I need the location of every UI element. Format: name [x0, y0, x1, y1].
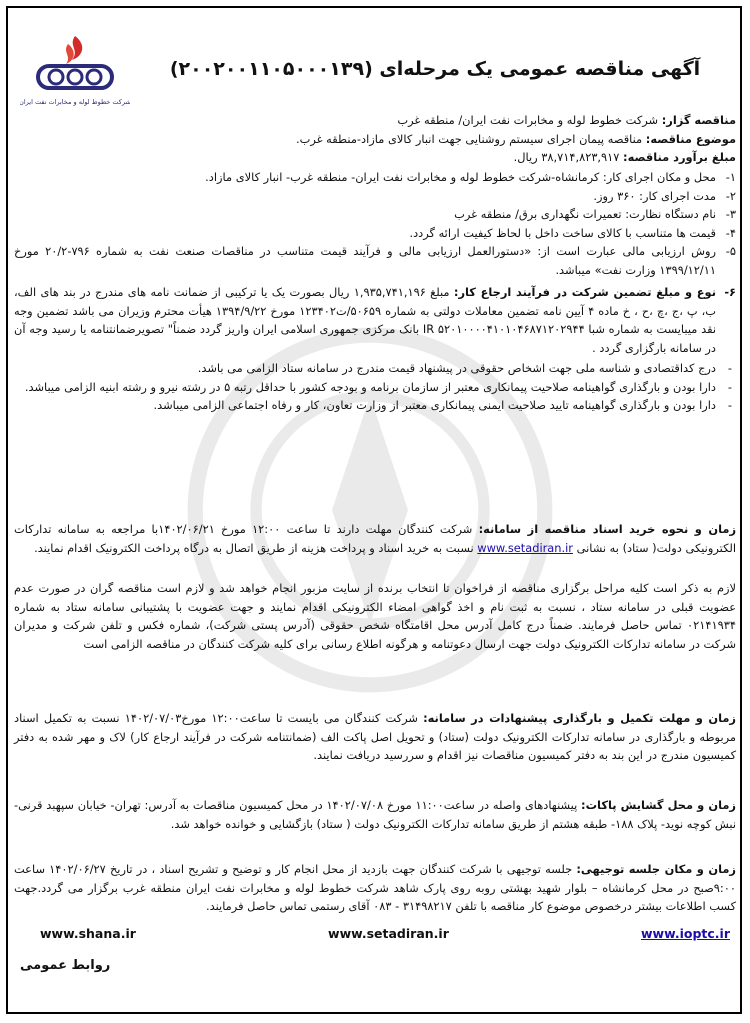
requirement-item: - دارا بودن و بارگذاری گواهینامه تایید صلاحیت ایمنی پیمانکاری معتبر از وزارت تعاون، کار و رفاه اجتماعی الزامی میباشد.	[14, 396, 736, 415]
opening-section: زمان و محل گشایش پاکات: پیشنهادهای واصله در ساعت۱۱:۰۰ مورخ ۱۴۰۲/۰۷/۰۸ در محل کمیسیون مناقصات به آدرس: تهران- خیابان سپهبد قرنی- نبش کوچه نوید- پلاک ۱۸۸- طبقه هشتم از طریق سامانه تدارکات الکترونیک دولت ( ستاد) بازگشایی و خوانده خواهد شد.	[14, 798, 736, 831]
briefing-section: زمان و مکان جلسه توجیهی: جلسه توجیهی با شرکت کنندگان جهت بازدید از محل انجام کار و توضیح و تشریح اسناد ، در تاریخ ۱۴۰۲/۰۶/۲۷ ساعت ۹:۰۰صبح در محل کرمانشاه – بلوار شهید بهشتی روبه روی پارک شاهد شرکت خطوط لوله و مخابرات نفت ایران منطقه غرب برگزار می گردد.جهت کسب اطلاعات بیشتر درخصوص موضوع کار مناقصه با تلفن ۳۱۴۹۸۲۱۷ - ۰۸۳ آقای رستمی تماس حاصل فرمایند.	[14, 862, 736, 913]
shana-link[interactable]: www.shana.ir	[40, 926, 136, 941]
list-item: ۲- مدت اجرای کار: ۳۶۰ روز.	[593, 188, 736, 203]
setadiran-link[interactable]: www.setadiran.ir	[477, 540, 573, 555]
logo-caption: شرکت خطوط لوله و مخابرات نفت ایران	[20, 98, 130, 106]
header-info	[14, 111, 736, 167]
tender-subject: موضوع مناقصه: مناقصه پیمان اجرای سیستم روشنایی جهت انبار کالای مازاد-منطقه غرب.	[295, 131, 736, 146]
tender-document	[14, 10, 736, 1013]
website-links	[40, 926, 730, 941]
notice-section: لازم به ذکر است کلیه مراحل برگزاری مناقصه از فراخوان تا انتخاب برنده از سایت مزبور انجام خواهد شد و لازم است مناقصه گران در صورت عدم عضویت قبلی در سامانه ستاد ، نسبت به ثبت نام و اخذ گواهی امضاء الکترونیکی اقدام نمایند و جهت عضویت با پشتیبانی سامانه ستاد به شماره ۰۲۱۴۱۹۳۴ تماس حاصل فرمایند. ضمناً درج کامل آدرس محل اقامتگاه شخص حقوقی (آدرس پستی شرکت)، شماره فکس و تلفن شرکت و مدیران شرکت در سامانه تدارکات الکترونیک دولت جهت ارسال دعوتنامه و هرگونه اطلاع رسانی برای کلیه شرکت کنندگان در مناقصه الزامی است	[14, 581, 736, 651]
page-title: آگهی مناقصه عمومی یک مرحله‌ای (۲۰۰۲۰۰۱۱۰۵۰۰۰۱۳۹)	[169, 58, 701, 80]
list-item: ۵- روش ارزیابی مالی عبارت است از: «دستورالعمل ارزیابی مالی و فرآیند قیمت متناسب در مناقصات صنعت نفت به شماره ۷۹۶-۲۰/۲ مورخ ۱۳۹۹/۱۲/۱۱ وزارت نفت» میباشد.	[14, 244, 736, 277]
public-relations-signature: روابط عمومی	[20, 958, 111, 973]
setadiran-footer-link[interactable]: www.setadiran.ir	[328, 926, 449, 941]
requirement-item: - درج کداقتصادی و شناسه ملی جهت اشخاص حقوقی در پیشنهاد قیمت مندرج در سامانه ستاد الزامی می باشد.	[14, 359, 736, 378]
conditions-list	[14, 168, 736, 415]
nioc-flame-logo-icon	[20, 32, 130, 118]
list-item: ۱- محل و مکان اجرای کار: کرمانشاه-شرکت خطوط لوله و مخابرات نفت ایران- منطقه غرب- انبار کالای مازاد.	[205, 170, 736, 184]
purchase-section: زمان و نحوه خرید اسناد مناقصه از سامانه: شرکت کنندگان مهلت دارند تا ساعت ۱۲:۰۰ مورخ ۱۴۰۲/۰۶/۲۱با مراجعه به سامانه تدارکات الکترونیکی دولت( ستاد) به نشانی www.setadiran.ir نسبت به خرید اسناد و پرداخت هزینه از طریق اتصال به درگاه پرداخت الکترونیک اقدام نمایند.	[14, 522, 736, 555]
tender-estimate: مبلغ برآورد مناقصه: ۳۸,۷۱۴,۸۲۳,۹۱۷ ریال.	[513, 150, 736, 164]
ioptc-link[interactable]: www.ioptc.ir	[640, 926, 730, 941]
submission-section: زمان و مهلت تکمیل و بارگذاری پیشنهادات در سامانه: شرکت کنندگان می بایست تا ساعت۱۲:۰۰ مورخ۱۴۰۲/۰۷/۰۳ نسبت به تکمیل اسناد مربوطه و بارگذاری در سامانه تدارکات الکترونیک دولت (ستاد) و تحویل اصل پاکت الف (ضمانتنامه شرکت در فرآیند ارجاع کار) لاک و مهر شده به دفتر کمیسیون مندرج در این بند به دفتر کمیسیون مناقصات نیز اقدام و سررسید دریافت نمایند.	[14, 711, 736, 762]
list-item: ۴- قیمت ها متناسب با کالای ساخت داخل با لحاظ کیفیت ارائه گردد.	[409, 225, 736, 240]
tender-organizer: مناقصه گزار: شرکت خطوط لوله و مخابرات نفت ایران/ منطقه غرب	[397, 113, 736, 127]
list-item-guarantee: ۶- نوع و مبلغ تضمین شرکت در فرآیند ارجاع کار: مبلغ ۱,۹۳۵,۷۴۱,۱۹۶ ریال بصورت یک یا ترکیبی از ضمانت نامه های مندرج در بند های الف، ب، پ ،ج ،چ ،ح ، خ ماده ۴ آیین نامه تضمین معاملات دولتی به شماره ۵۰۶۵۹/ت۱۲۳۴۰۲ مورخ ۱۳۹۴/۹/۲۲ هیأت محترم وزیران می باشد تضمین وجه نقد میبایست به شماره شبا IR ۵۲۰۱۰۰۰۰۴۱۰۱۰۴۶۸۷۱۲۰۲۹۴۴ بانک مرکزی جمهوری اسلامی ایران واریز گردد ضمناً" تصویرضمانتنامه یا رسید وجه آن در سامانه بارگزاری گردد .	[14, 285, 736, 355]
list-item: ۳- نام دستگاه نظارت: تعمیرات نگهداری برق/ منطقه غرب	[454, 207, 736, 221]
requirement-item: - دارا بودن و بارگذاری گواهینامه صلاحیت پیمانکاری معتبر از سازمان برنامه و بودجه کشور با حداقل رتبه ۵ در رشته نیرو و رشته ابنیه الزامی میباشد.	[14, 378, 736, 397]
